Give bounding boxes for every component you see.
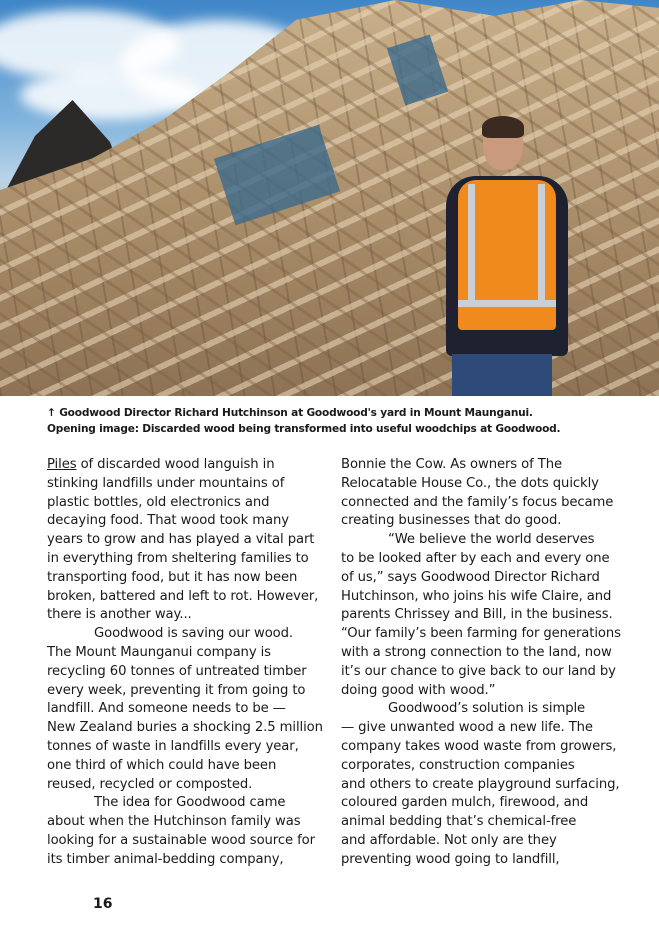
text-line (341, 700, 623, 719)
text-line (47, 851, 329, 870)
line-text: plastic bottles, old electronics and (47, 494, 270, 510)
line-text: reused, recycled or composted. (47, 776, 253, 792)
line-text: parents Chrissey and Bill, in the business. (341, 607, 613, 623)
line-text: The Mount Maunganui company is (47, 644, 271, 660)
line-text: Goodwood’s solution is simple (388, 701, 586, 717)
text-line (341, 719, 623, 738)
text-line (341, 475, 623, 494)
line-text: Hutchinson, who joins his wife Claire, and (341, 588, 612, 604)
text-line (341, 588, 623, 607)
text-line (47, 494, 329, 513)
line-text: it’s our chance to give back to our land by (341, 663, 616, 679)
line-text: one third of which could have been (47, 757, 277, 773)
line-text: animal bedding that’s chemical-free (341, 814, 577, 830)
line-text: transporting food, but it has now been (47, 569, 298, 585)
text-line (47, 456, 329, 475)
page-number: 16 (93, 896, 113, 912)
line-text: there is another way... (47, 607, 192, 623)
cloud (20, 70, 200, 120)
line-text: years to grow and has played a vital part (47, 532, 315, 548)
line-text: looking for a sustainable wood source for (47, 832, 315, 848)
line-text: of discarded wood languish in (76, 457, 275, 472)
text-line (47, 531, 329, 550)
line-text: decaying food. That wood took many (47, 513, 289, 529)
line-text: with a strong connection to the land, now (341, 644, 612, 660)
line-text: Relocatable House Co., the dots quickly (341, 475, 599, 491)
text-line (341, 606, 623, 625)
line-text: Bonnie the Cow. As owners of The (341, 457, 562, 472)
line-text: The idea for Goodwood came (94, 795, 286, 811)
text-line (47, 512, 329, 531)
text-line (47, 794, 329, 813)
text-line (47, 682, 329, 701)
text-line (47, 663, 329, 682)
text-line (47, 719, 329, 738)
text-line (47, 588, 329, 607)
text-line (341, 550, 623, 569)
text-line (341, 494, 623, 513)
line-text: corporates, construction companies (341, 757, 575, 773)
text-line (341, 832, 623, 851)
line-text: every week, preventing it from going to (47, 682, 306, 698)
line-text: Goodwood is saving our wood. (94, 626, 294, 642)
line-text: connected and the family’s focus became (341, 494, 614, 510)
line-text: company takes wood waste from growers, (341, 738, 617, 754)
line-text: stinking landfills under mountains of (47, 475, 285, 491)
line-text: to be looked after by each and every one (341, 550, 610, 566)
text-line (341, 512, 623, 531)
text-line (47, 776, 329, 795)
text-line (47, 813, 329, 832)
text-line (47, 700, 329, 719)
text-line (341, 663, 623, 682)
text-line (341, 625, 623, 644)
text-line (47, 550, 329, 569)
line-text: landfill. And someone needs to be — (47, 701, 286, 717)
text-line (341, 682, 623, 701)
text-line (341, 738, 623, 757)
caption-line-1: Goodwood Director Richard Hutchinson at Goodwood's yard in Mount Maunganui. (59, 407, 533, 419)
text-line (341, 813, 623, 832)
line-text: broken, battered and left to rot. However, (47, 588, 319, 604)
text-line (47, 644, 329, 663)
line-text: preventing wood going to landfill, (341, 851, 560, 867)
text-line (341, 757, 623, 776)
line-text: of us,” says Goodwood Director Richard (341, 569, 600, 585)
line-text: “We believe the world deserves (388, 532, 595, 548)
article-column-1 (47, 456, 329, 870)
line-text: tonnes of waste in landfills every year, (47, 738, 299, 754)
text-line (47, 832, 329, 851)
text-line (341, 794, 623, 813)
line-text: doing good with wood.” (341, 682, 496, 698)
text-line (341, 644, 623, 663)
line-text: its timber animal-bedding company, (47, 851, 284, 867)
text-line (47, 738, 329, 757)
article-column-2 (341, 456, 623, 870)
text-line (341, 456, 623, 475)
text-line (341, 851, 623, 870)
line-text: creating businesses that do good. (341, 513, 562, 529)
drop-word: Piles (47, 457, 77, 472)
line-text: in everything from sheltering families to (47, 550, 309, 566)
text-line (47, 475, 329, 494)
text-line (47, 569, 329, 588)
person-richard-hutchinson (438, 118, 573, 396)
line-text: about when the Hutchinson family was (47, 814, 301, 830)
hero-photo-wood-pile (0, 0, 659, 396)
line-text: New Zealand buries a shocking 2.5 million (47, 720, 323, 736)
photo-caption (47, 405, 560, 437)
text-line (47, 757, 329, 776)
line-text: and affordable. Not only are they (341, 832, 557, 848)
line-text: and others to create playground surfacing, (341, 776, 620, 792)
text-line (341, 531, 623, 550)
text-line (341, 569, 623, 588)
text-line (341, 776, 623, 795)
line-text: — give unwanted wood a new life. The (341, 720, 593, 736)
text-line (47, 606, 329, 625)
text-line (47, 625, 329, 644)
caption-line-2: Opening image: Discarded wood being transformed into useful woodchips at Goodwood. (47, 423, 561, 435)
line-text: “Our family’s been farming for generations (341, 626, 621, 642)
line-text: recycling 60 tonnes of untreated timber (47, 663, 307, 679)
arrow-up-icon: ↑ (47, 407, 56, 419)
line-text: coloured garden mulch, firewood, and (341, 795, 589, 811)
